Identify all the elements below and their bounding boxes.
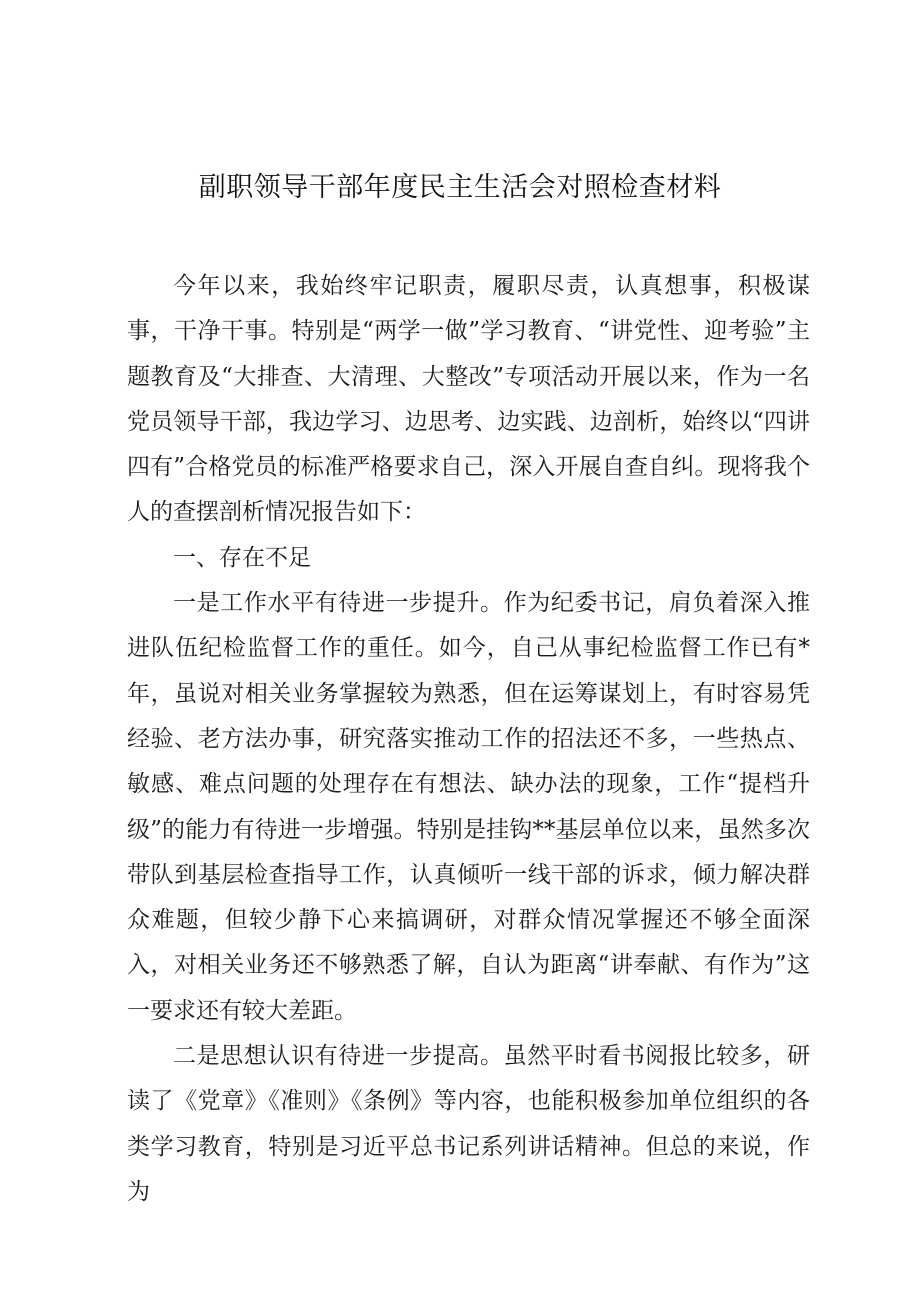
section-heading-shortcomings: 一、存在不足	[173, 544, 311, 571]
paragraph-ideological-awareness: 二是思想认识有待进一步提高。虽然平时看书阅报比较多，研读了《党章》《准则》《条例》等内容，也能积极参加单位组织的各类学习教育，特别是习近平总书记系列讲话精神。但总的来说，作为	[127, 1043, 810, 1205]
document-body	[127, 264, 810, 1215]
document-title: 副职领导干部年度民主生活会对照检查材料	[198, 172, 722, 203]
paragraph-intro: 今年以来，我始终牢记职责，履职尽责，认真想事，积极谋事，干净干事。特别是“两学一做”学习教育、“讲党性、迎考验”主题教育及“大排查、大清理、大整改”专项活动开展以来，作为一名党员领导干部，我边学习、边思考、边实践、边剖析，始终以“四讲四有”合格党员的标准严格要求自己，深入开展自查自纠。现将我个人的查摆剖析情况报告如下：	[127, 273, 810, 526]
paragraph-work-level: 一是工作水平有待进一步提升。作为纪委书记，肩负着深入推进队伍纪检监督工作的重任。如今，自己从事纪检监督工作已有*年，虽说对相关业务掌握较为熟悉，但在运筹谋划上，有时容易凭经验、老方法办事，研究落实推动工作的招法还不多，一些热点、敏感、难点问题的处理存在有想法、缺办法的现象，工作“提档升级”的能力有待进一步增强。特别是挂钩**基层单位以来，虽然多次带队到基层检查指导工作，认真倾听一线干部的诉求，倾力解决群众难题，但较少静下心来搞调研，对群众情况掌握还不够全面深入，对相关业务还不够熟悉了解，自认为距离“讲奉献、有作为”这一要求还有较大差距。	[127, 590, 810, 1024]
